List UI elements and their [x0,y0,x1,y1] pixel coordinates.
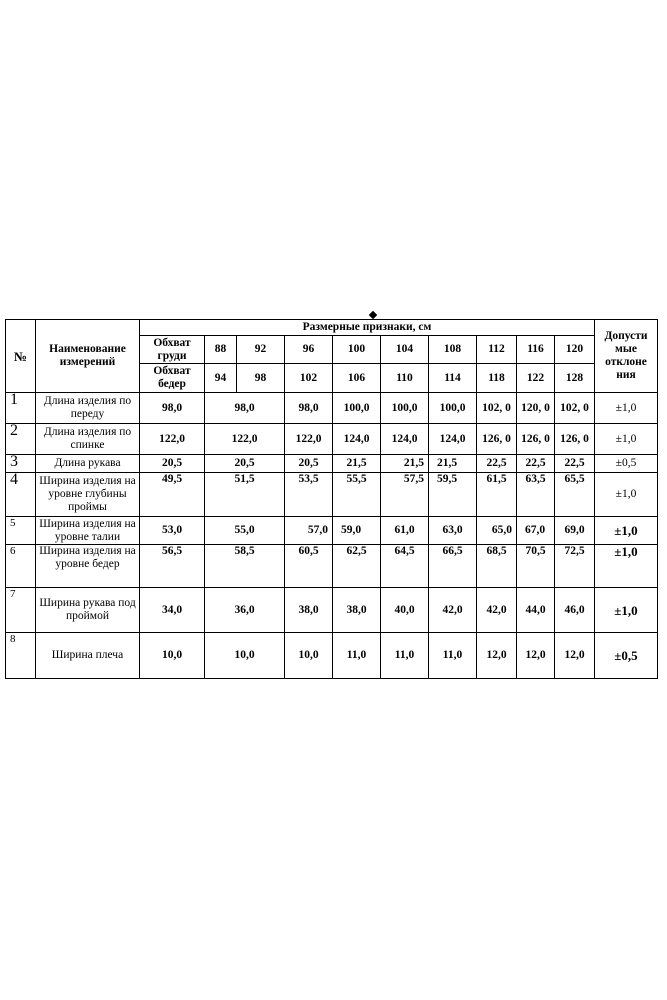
row-number: 7 [6,588,36,633]
value-cell: 12,0 [477,633,517,679]
header-row-1 [6,320,658,336]
hip-size-102: 102 [285,364,333,393]
value-cell: 63,0 [429,517,477,545]
value-cell: 122,0 [205,424,285,455]
value-cell: 53,5 [285,473,333,517]
hip-size-128: 128 [555,364,595,393]
value-cell: 98,0 [205,393,285,424]
value-cell: 21,5 [381,455,429,473]
value-cell: 98,0 [140,393,205,424]
chest-size-100: 100 [333,336,381,364]
value-cell: 126, 0 [555,424,595,455]
value-cell: 102, 0 [477,393,517,424]
value-cell: 42,0 [429,588,477,633]
measurement-name: Длина изделия по спинке [36,424,140,455]
value-cell: 12,0 [517,633,555,679]
value-cell: 100,0 [333,393,381,424]
value-cell: 49,5 [140,473,205,517]
value-cell: 122,0 [285,424,333,455]
row-number: 2 [6,424,36,455]
name-header: Наименование измерений [36,320,140,393]
chest-size-92: 92 [237,336,285,364]
row-number: 4 [6,473,36,517]
value-cell: 20,5 [285,455,333,473]
value-cell: 51,5 [205,473,285,517]
tolerance-cell: ±1,0 [595,473,658,517]
table-row [6,455,658,473]
value-cell: 38,0 [333,588,381,633]
value-cell: 100,0 [429,393,477,424]
hip-size-114: 114 [429,364,477,393]
tolerance-cell: ±1,0 [595,545,658,588]
value-cell: 64,5 [381,545,429,588]
value-cell: 56,5 [140,545,205,588]
table-row [6,424,658,455]
value-cell: 102, 0 [555,393,595,424]
tolerance-cell: ±0,5 [595,633,658,679]
measurement-name: Длина рукава [36,455,140,473]
chest-size-88: 88 [205,336,237,364]
value-cell: 10,0 [140,633,205,679]
hip-size-118: 118 [477,364,517,393]
size-features-header: Размерные признаки, см [140,320,595,336]
row-number: 5 [6,517,36,545]
table-row [6,545,658,588]
value-cell: 46,0 [555,588,595,633]
measurement-name: Ширина рукава под проймой [36,588,140,633]
value-cell: 62,5 [333,545,381,588]
hip-size-110: 110 [381,364,429,393]
value-cell: 98,0 [285,393,333,424]
value-cell: 10,0 [285,633,333,679]
chest-size-108: 108 [429,336,477,364]
value-cell: 72,5 [555,545,595,588]
value-cell: 67,0 [517,517,555,545]
measurement-name: Ширина изделия на уровне талии [36,517,140,545]
value-cell: 61,0 [381,517,429,545]
chest-size-116: 116 [517,336,555,364]
value-cell: 65,5 [555,473,595,517]
measurement-name: Ширина изделия на уровне глубины проймы [36,473,140,517]
table-row [6,633,658,679]
value-cell: 126, 0 [477,424,517,455]
value-cell: 63,5 [517,473,555,517]
value-cell: 59,5 [429,473,477,517]
value-cell: 11,0 [429,633,477,679]
measurement-name: Длина изделия по переду [36,393,140,424]
value-cell: 21,5 [429,455,477,473]
row-number: 6 [6,545,36,588]
tolerance-cell: ±0,5 [595,455,658,473]
value-cell: 66,5 [429,545,477,588]
chest-size-104: 104 [381,336,429,364]
value-cell: 42,0 [477,588,517,633]
value-cell: 12,0 [555,633,595,679]
value-cell: 65,0 [477,517,517,545]
chest-size-96: 96 [285,336,333,364]
hip-size-98: 98 [237,364,285,393]
tolerance-header: Допусти мые отклоне ния [595,320,658,393]
hips-label: Обхват бедер [140,364,205,393]
tolerance-cell: ±1,0 [595,588,658,633]
value-cell: 57,0 [285,517,333,545]
value-cell: 60,5 [285,545,333,588]
value-cell: 58,5 [205,545,285,588]
value-cell: 22,5 [555,455,595,473]
row-number: 1 [6,393,36,424]
table-row [6,588,658,633]
chest-label: Обхват груди [140,336,205,364]
value-cell: 10,0 [205,633,285,679]
table-row [6,517,658,545]
value-cell: 34,0 [140,588,205,633]
section-marker [369,311,377,319]
value-cell: 126, 0 [517,424,555,455]
value-cell: 122,0 [140,424,205,455]
value-cell: 57,5 [381,473,429,517]
chest-size-112: 112 [477,336,517,364]
table-row [6,393,658,424]
value-cell: 124,0 [333,424,381,455]
hip-size-122: 122 [517,364,555,393]
value-cell: 124,0 [429,424,477,455]
measurement-name: Ширина плеча [36,633,140,679]
value-cell: 53,0 [140,517,205,545]
size-chart-table [5,319,658,679]
value-cell: 55,5 [333,473,381,517]
value-cell: 40,0 [381,588,429,633]
value-cell: 20,5 [205,455,285,473]
number-header: № [6,320,36,393]
measurement-name: Ширина изделия на уровне бедер [36,545,140,588]
value-cell: 11,0 [333,633,381,679]
tolerance-cell: ±1,0 [595,424,658,455]
hip-size-94: 94 [205,364,237,393]
table-row [6,473,658,517]
row-number: 8 [6,633,36,679]
value-cell: 70,5 [517,545,555,588]
tolerance-cell: ±1,0 [595,517,658,545]
value-cell: 21,5 [333,455,381,473]
value-cell: 59,0 [333,517,381,545]
value-cell: 69,0 [555,517,595,545]
tolerance-cell: ±1,0 [595,393,658,424]
row-number: 3 [6,455,36,473]
value-cell: 124,0 [381,424,429,455]
value-cell: 100,0 [381,393,429,424]
value-cell: 55,0 [205,517,285,545]
value-cell: 22,5 [517,455,555,473]
value-cell: 20,5 [140,455,205,473]
value-cell: 61,5 [477,473,517,517]
chest-size-120: 120 [555,336,595,364]
value-cell: 38,0 [285,588,333,633]
value-cell: 36,0 [205,588,285,633]
value-cell: 68,5 [477,545,517,588]
value-cell: 120, 0 [517,393,555,424]
value-cell: 11,0 [381,633,429,679]
value-cell: 44,0 [517,588,555,633]
value-cell: 22,5 [477,455,517,473]
hip-size-106: 106 [333,364,381,393]
